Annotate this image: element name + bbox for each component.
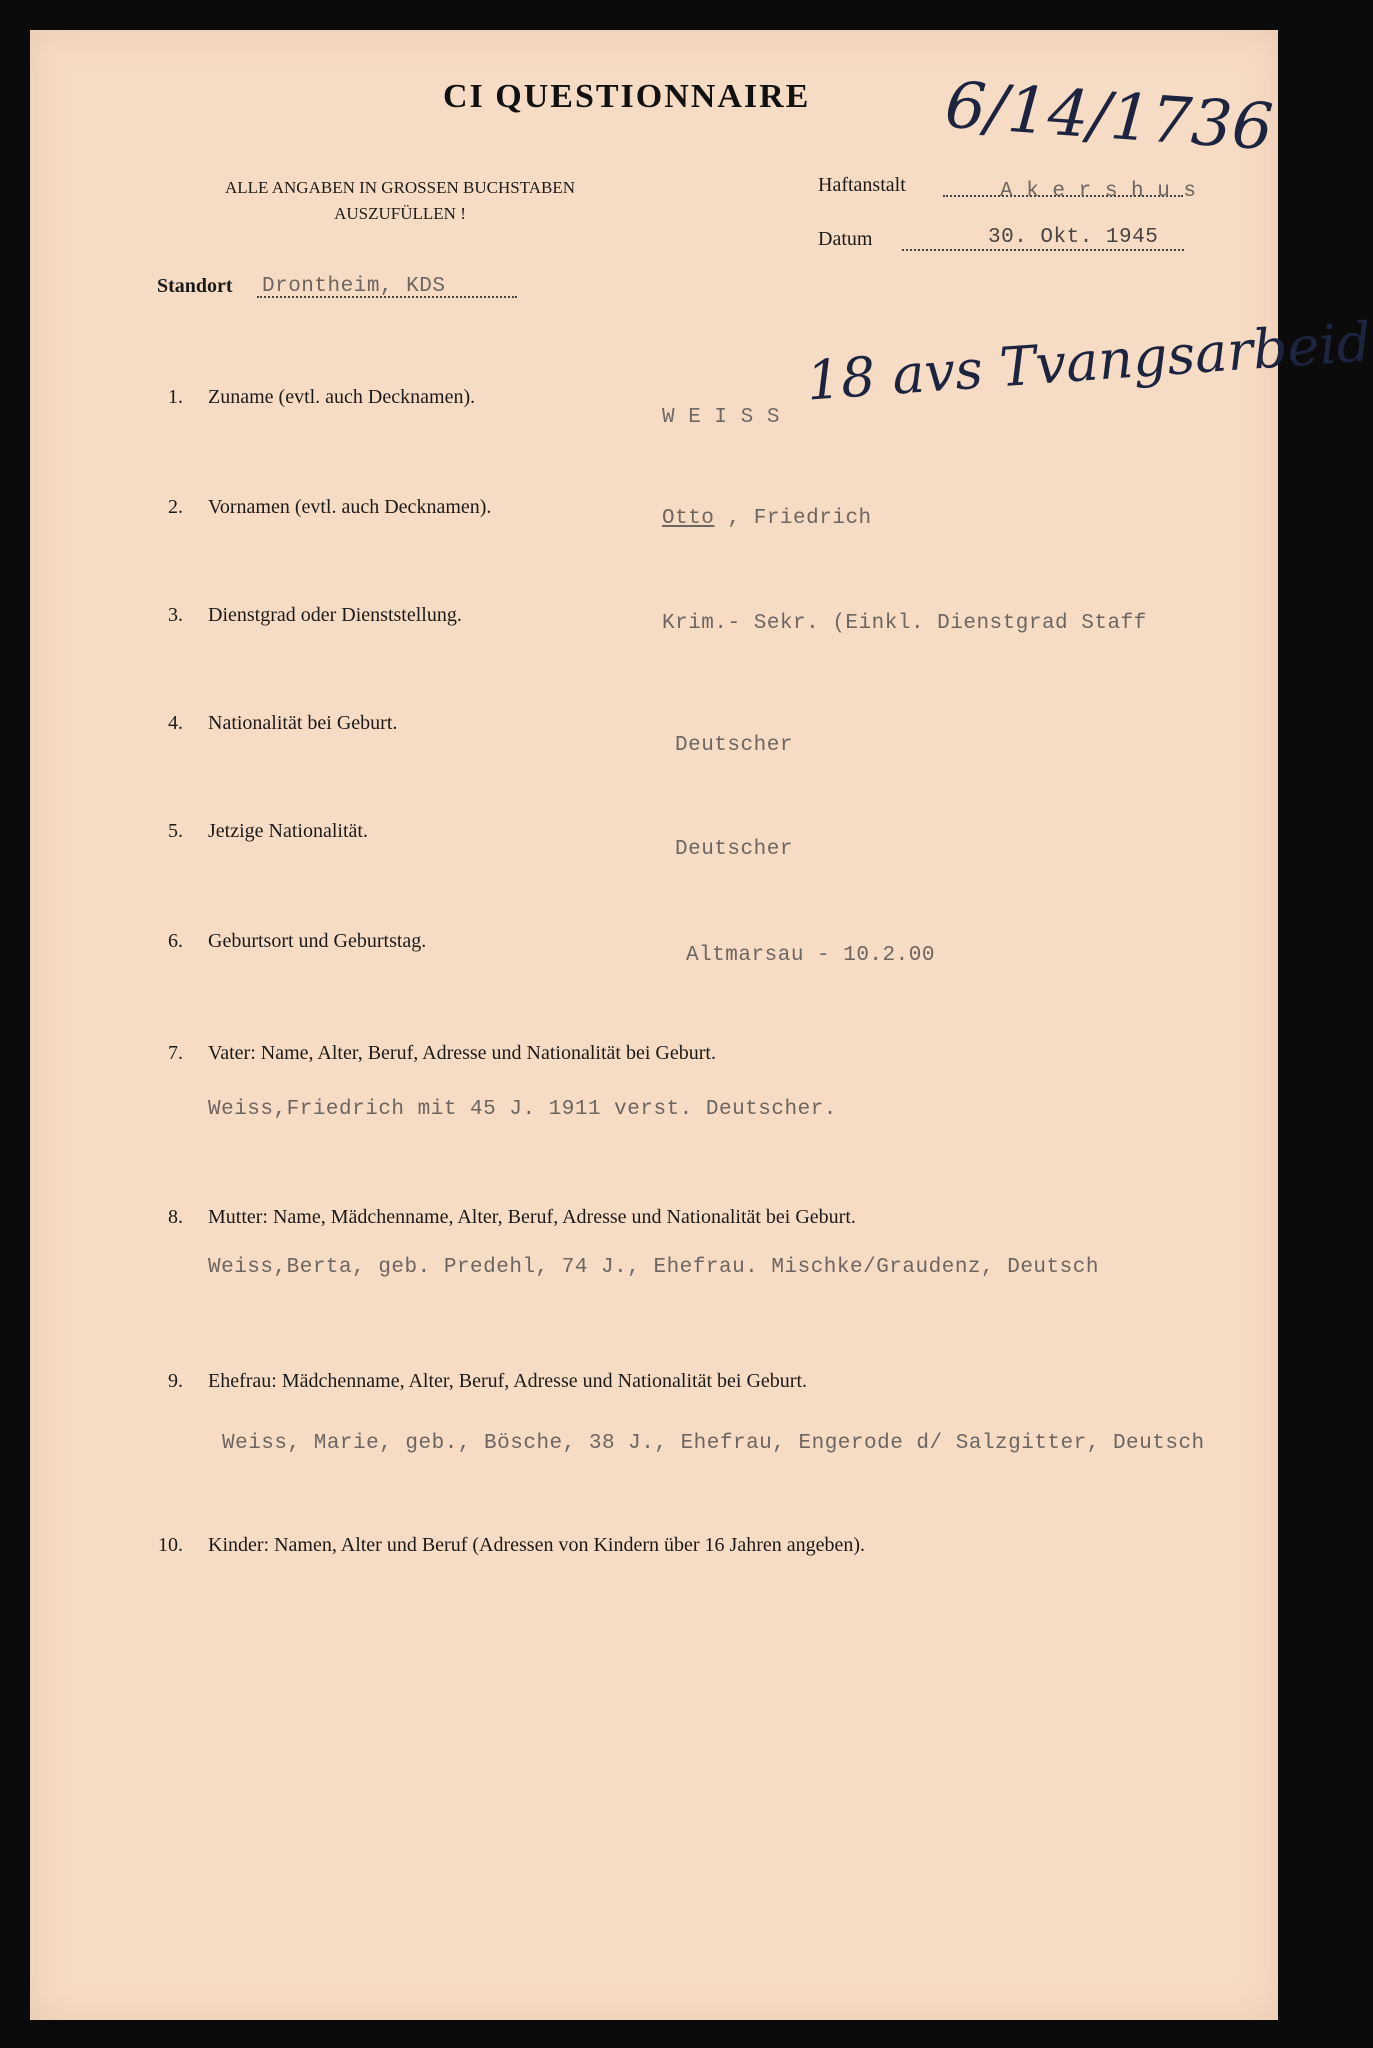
question-3-label: Dienstgrad oder Dienststellung. [208,604,462,626]
question-5-label: Jetzige Nationalität. [208,820,368,842]
haftanstalt-value: A k e r s h u s [1000,180,1197,203]
question-6-label: Geburtsort und Geburtstag. [208,930,427,952]
question-1-number: 1. [168,386,183,408]
question-7-answer: Weiss,Friedrich mit 45 J. 1911 verst. Deutscher. [208,1098,837,1121]
question-2-answer-rest: , Friedrich [714,507,872,530]
question-9-answer: Weiss, Marie, geb., Bösche, 38 J., Ehefrau, Engerode d/ Salzgitter, Deutsch [222,1432,1205,1455]
question-7-number: 7. [168,1042,183,1064]
instruction-line-2: AUSZUFÜLLEN ! [334,204,466,223]
question-1-answer: W E I S S [662,406,780,429]
standort-value: Drontheim, KDS [262,275,446,298]
question-2-answer-underlined: Otto [662,507,715,530]
question-6-answer: Altmarsau - 10.2.00 [686,944,935,967]
page-title: CI QUESTIONNAIRE [443,78,811,115]
questionnaire-sheet [30,30,1373,2020]
question-10-number: 10. [158,1534,183,1556]
question-7-label: Vater: Name, Alter, Beruf, Adresse und Nationalität bei Geburt. [208,1042,716,1064]
question-5-answer: Deutscher [675,838,793,861]
handwritten-note: 18 avs Tvangsarbeid [804,310,1373,413]
question-3-number: 3. [168,604,183,626]
question-4-label: Nationalität bei Geburt. [208,712,398,734]
question-5-number: 5. [168,820,183,842]
question-2-answer [662,507,872,530]
question-9-label: Ehefrau: Mädchenname, Alter, Beruf, Adresse und Nationalität bei Geburt. [208,1370,808,1392]
question-6-number: 6. [168,930,183,952]
haftanstalt-label: Haftanstalt [818,174,906,196]
datum-label: Datum [818,228,873,250]
instruction-line-1: ALLE ANGABEN IN GROSSEN BUCHSTABEN [225,178,575,197]
question-4-number: 4. [168,712,183,734]
datum-value: 30. Okt. 1945 [988,226,1159,249]
instruction-text [155,175,645,227]
question-2-number: 2. [168,496,183,518]
question-8-label: Mutter: Name, Mädchenname, Alter, Beruf, Adresse und Nationalität bei Geburt. [208,1206,856,1228]
question-2-label: Vornamen (evtl. auch Decknamen). [208,496,492,518]
question-8-number: 8. [168,1206,183,1228]
handwritten-reference: 6/14/1736 [942,68,1276,166]
question-10-label: Kinder: Namen, Alter und Beruf (Adressen von Kindern über 16 Jahren angeben). [208,1534,866,1556]
datum-line [902,249,1184,251]
question-8-answer: Weiss,Berta, geb. Predehl, 74 J., Ehefrau. Mischke/Graudenz, Deutsch [208,1256,1099,1279]
question-1-label: Zuname (evtl. auch Decknamen). [208,386,476,408]
question-4-answer: Deutscher [675,734,793,757]
standort-label: Standort [157,275,233,297]
question-9-number: 9. [168,1370,183,1392]
question-3-answer: Krim.- Sekr. (Einkl. Dienstgrad Staff [662,612,1147,635]
